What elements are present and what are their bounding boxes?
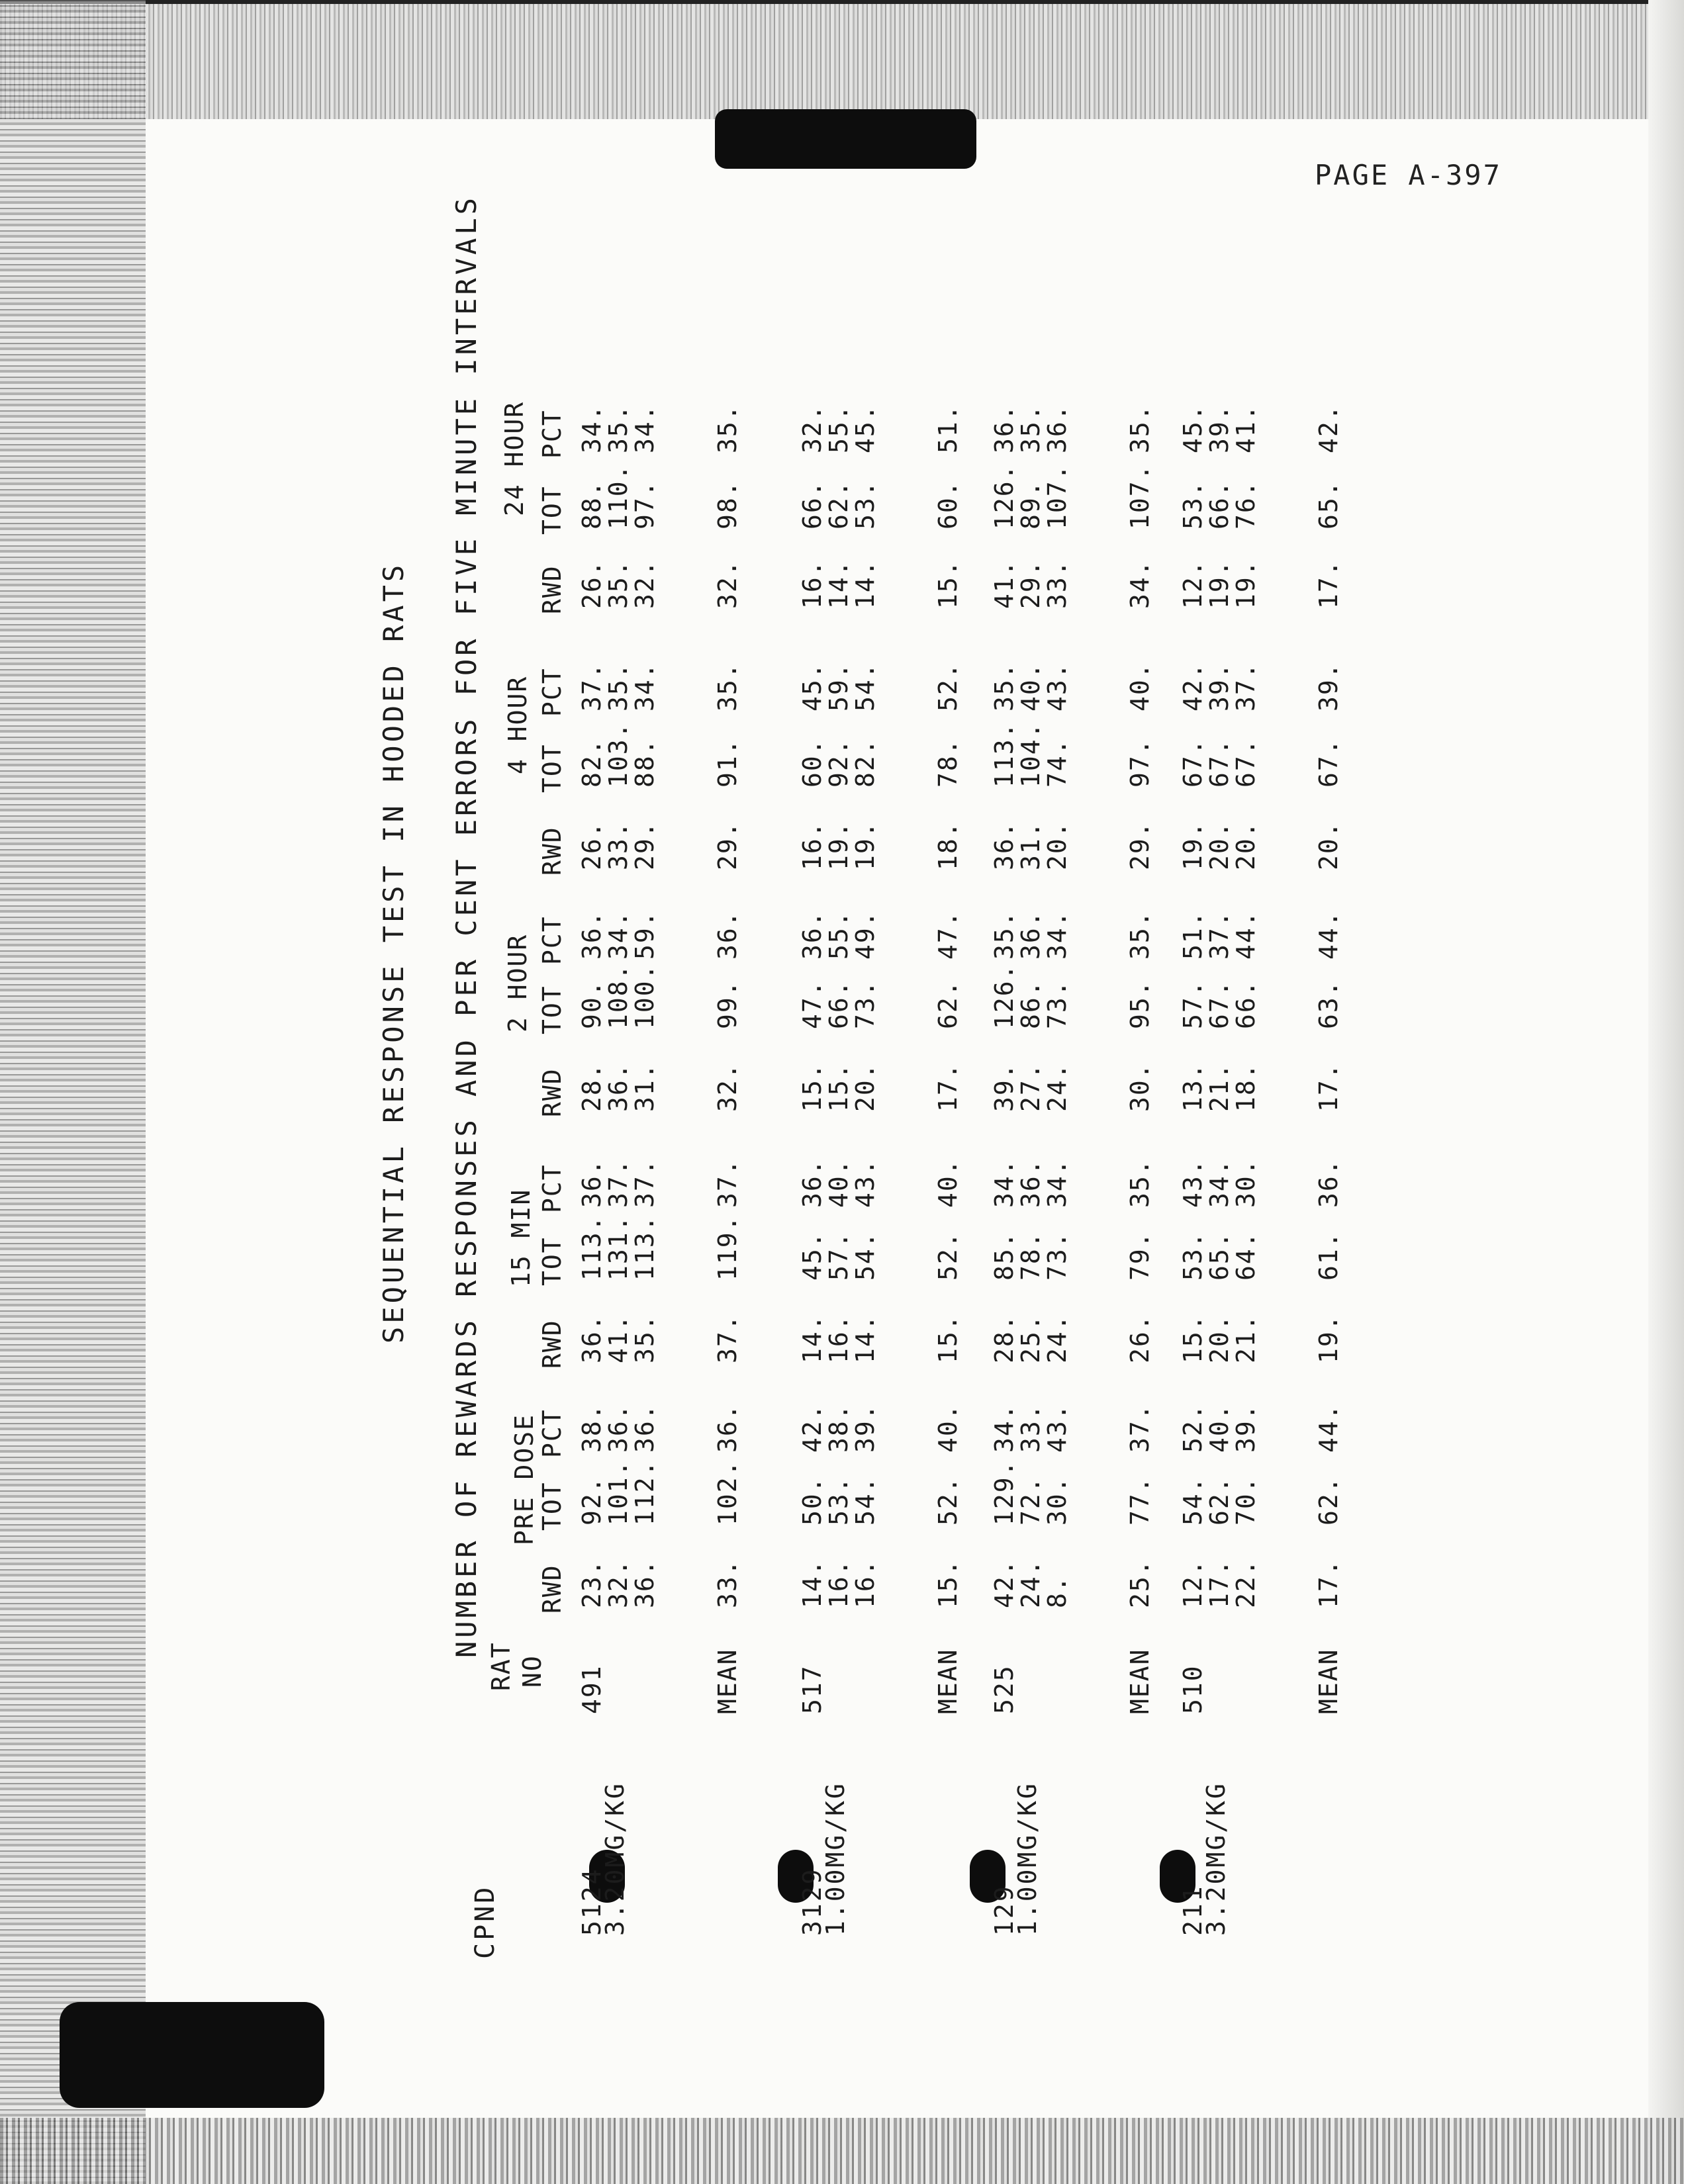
table-cell: 119. [713, 1214, 742, 1281]
table-cell: 36. [990, 404, 1019, 453]
table-cell: 36. [798, 1158, 827, 1208]
table-cell: 17. [1314, 1559, 1343, 1608]
table-cell: 65. [1314, 480, 1343, 529]
table-cell: 35. [1125, 1158, 1154, 1208]
table-cell: 35. [713, 662, 742, 711]
table-cell: 126. [990, 463, 1019, 529]
table-cell: 60. [798, 738, 827, 788]
table-cell: 18. [933, 821, 962, 870]
table-cell: 26. [577, 821, 606, 870]
table-cell: 40. [933, 1158, 962, 1208]
table-cell: 12. [1178, 1559, 1207, 1608]
header-pct: PCT [538, 915, 567, 965]
header-tot: TOT [538, 743, 567, 793]
table-cell: 15. [1178, 1314, 1207, 1363]
table-cell: 54. [1178, 1476, 1207, 1525]
table-cell: 62. [1314, 1476, 1343, 1525]
row-label-mean: MEAN [1125, 1648, 1154, 1714]
header-rat-2: NO [518, 1655, 547, 1688]
table-cell: 44. [1314, 910, 1343, 960]
table-cell: 33. [604, 821, 633, 870]
table-cell: 19. [1205, 559, 1234, 609]
table-cell: 73. [1043, 1231, 1072, 1281]
table-cell: 60. [933, 480, 962, 529]
table-cell: 17. [1314, 559, 1343, 609]
table-cell: 37. [1125, 1403, 1154, 1453]
table-cell: 36. [577, 1158, 606, 1208]
table-cell: 27. [1016, 1062, 1045, 1112]
table-cell: 36. [604, 1403, 633, 1453]
table-cell: 17. [1314, 1062, 1343, 1112]
table-cell: 14. [824, 559, 853, 609]
table-cell: 35. [990, 910, 1019, 960]
table-cell: 43. [851, 1158, 880, 1208]
table-cell: 47. [933, 910, 962, 960]
table-cell: 19. [1314, 1314, 1343, 1363]
table-cell: 90. [577, 979, 606, 1029]
table-cell: 113. [577, 1214, 606, 1281]
table-cell: 13. [1178, 1062, 1207, 1112]
table-cell: 31. [1016, 821, 1045, 870]
header-group-15: 15 MIN [506, 1188, 536, 1287]
table-cell: 78. [933, 738, 962, 788]
table-cell: 36. [1043, 404, 1072, 453]
header-cpnd: CPND [470, 1884, 500, 1959]
table-cell: 36. [990, 821, 1019, 870]
table-cell: 20. [1231, 821, 1260, 870]
table-cell: 34. [577, 404, 606, 453]
table-cell: 20. [851, 1062, 880, 1112]
table-cell: 35. [990, 662, 1019, 711]
table-cell: 35. [630, 1314, 659, 1363]
table-cell: 35. [1125, 404, 1154, 453]
table-cell: 59. [630, 910, 659, 960]
table-cell: 16. [824, 1559, 853, 1608]
table-cell: 67. [1314, 738, 1343, 788]
header-rat-1: RAT [487, 1641, 516, 1691]
table-cell: 107. [1125, 463, 1154, 529]
table-cell: 30. [1043, 1476, 1072, 1525]
header-tot: TOT [538, 1236, 567, 1286]
table-cell: 26. [577, 559, 606, 609]
table-cell: 43. [1043, 662, 1072, 711]
table-cell: 25. [1125, 1559, 1154, 1608]
table-cell: 35. [1016, 404, 1045, 453]
table-cell: 44. [1314, 1403, 1343, 1453]
table-cell: 15. [933, 1314, 962, 1363]
table-cell: 32. [798, 404, 827, 453]
table-cell: 35. [604, 662, 633, 711]
table-cell: 15. [933, 559, 962, 609]
table-cell: 73. [851, 979, 880, 1029]
table-cell: 29. [1125, 821, 1154, 870]
table-cell: 73. [1043, 979, 1072, 1029]
table-cell: 20. [1205, 1314, 1234, 1363]
table-cell: 64. [1231, 1231, 1260, 1281]
table-cell: 53. [1178, 480, 1207, 529]
table-cell: 45. [1178, 404, 1207, 453]
row-label-mean: MEAN [713, 1648, 742, 1714]
header-group-4h: 4 HOUR [503, 675, 532, 774]
table-cell: 8. [1043, 1575, 1072, 1608]
table-cell: 62. [933, 979, 962, 1029]
table-cell: 36. [577, 1314, 606, 1363]
table-cell: 40. [1016, 662, 1045, 711]
table-cell: 34. [604, 910, 633, 960]
table-cell: 42. [798, 1403, 827, 1453]
report-title: SEQUENTIAL RESPONSE TEST IN HOODED RATS [377, 561, 410, 1343]
table-cell: 79. [1125, 1231, 1154, 1281]
table-cell: 39. [1205, 662, 1234, 711]
rat-number: 517 [798, 1664, 827, 1714]
table-cell: 67. [1231, 738, 1260, 788]
table-cell: 92. [577, 1476, 606, 1525]
table-cell: 34. [630, 404, 659, 453]
table-cell: 19. [1231, 559, 1260, 609]
compound-id: 129 [990, 1884, 1019, 1936]
table-cell: 25. [1016, 1314, 1045, 1363]
table-cell: 32. [604, 1559, 633, 1608]
header-rwd: RWD [538, 1564, 567, 1614]
table-cell: 54. [851, 1231, 880, 1281]
compound-dose: 1.00MG/KG [821, 1782, 850, 1936]
table-cell: 52. [933, 1231, 962, 1281]
table-cell: 54. [851, 662, 880, 711]
row-label-mean: MEAN [933, 1648, 962, 1714]
table-cell: 51. [1178, 910, 1207, 960]
rat-number: 525 [990, 1664, 1019, 1714]
table-cell: 39. [1231, 1403, 1260, 1453]
compound-id: 211 [1178, 1884, 1207, 1936]
table-cell: 52. [933, 1476, 962, 1525]
table-cell: 28. [990, 1314, 1019, 1363]
table-cell: 53. [851, 480, 880, 529]
table-cell: 45. [798, 1231, 827, 1281]
table-cell: 41. [604, 1314, 633, 1363]
table-cell: 22. [1231, 1559, 1260, 1608]
table-cell: 29. [713, 821, 742, 870]
header-tot: TOT [538, 485, 567, 535]
table-cell: 62. [1205, 1476, 1234, 1525]
header-pct: PCT [538, 667, 567, 717]
table-cell: 113. [630, 1214, 659, 1281]
table-cell: 57. [1178, 979, 1207, 1029]
table-cell: 30. [1125, 1062, 1154, 1112]
table-cell: 36. [1314, 1158, 1343, 1208]
table-cell: 32. [713, 559, 742, 609]
table-cell: 98. [713, 480, 742, 529]
table-cell: 50. [798, 1476, 827, 1525]
table-cell: 16. [798, 559, 827, 609]
table-cell: 16. [851, 1559, 880, 1608]
table-cell: 39. [1314, 662, 1343, 711]
header-rwd: RWD [538, 1319, 567, 1369]
table-cell: 35. [713, 404, 742, 453]
table-cell: 14. [798, 1314, 827, 1363]
table-cell: 40. [824, 1158, 853, 1208]
table-cell: 66. [798, 480, 827, 529]
table-cell: 91. [713, 738, 742, 788]
header-rwd: RWD [538, 565, 567, 614]
table-cell: 66. [1205, 480, 1234, 529]
table-cell: 88. [630, 738, 659, 788]
table-cell: 20. [1043, 821, 1072, 870]
table-cell: 24. [1016, 1559, 1045, 1608]
table-cell: 82. [577, 738, 606, 788]
table-cell: 32. [713, 1062, 742, 1112]
table-cell: 78. [1016, 1231, 1045, 1281]
table-cell: 24. [1043, 1314, 1072, 1363]
table-cell: 102. [713, 1459, 742, 1525]
table-cell: 29. [1016, 559, 1045, 609]
table-cell: 66. [1231, 979, 1260, 1029]
table-cell: 129. [990, 1459, 1019, 1525]
table-cell: 19. [851, 821, 880, 870]
table-cell: 74. [1043, 738, 1072, 788]
table-cell: 45. [851, 404, 880, 453]
table-cell: 97. [1125, 738, 1154, 788]
table-cell: 33. [1043, 559, 1072, 609]
table-cell: 38. [824, 1403, 853, 1453]
table-cell: 40. [1205, 1403, 1234, 1453]
header-rwd: RWD [538, 1068, 567, 1117]
table-cell: 113. [990, 721, 1019, 788]
table-cell: 14. [851, 559, 880, 609]
table-cell: 37. [630, 1158, 659, 1208]
table-cell: 108. [604, 963, 633, 1029]
table-cell: 34. [1043, 1158, 1072, 1208]
table-cell: 62. [824, 480, 853, 529]
table-cell: 24. [1043, 1062, 1072, 1112]
table-cell: 37. [604, 1158, 633, 1208]
table-cell: 21. [1231, 1314, 1260, 1363]
table-cell: 36. [630, 1403, 659, 1453]
table-cell: 55. [824, 404, 853, 453]
table-cell: 21. [1205, 1062, 1234, 1112]
table-cell: 19. [1178, 821, 1207, 870]
table-cell: 107. [1043, 463, 1072, 529]
table-cell: 34. [990, 1158, 1019, 1208]
table-cell: 36. [798, 910, 827, 960]
table-cell: 36. [630, 1559, 659, 1608]
table-cell: 86. [1016, 979, 1045, 1029]
header-pct: PCT [538, 1163, 567, 1213]
table-cell: 65. [1205, 1231, 1234, 1281]
header-pct: PCT [538, 409, 567, 459]
table-cell: 57. [824, 1231, 853, 1281]
table-cell: 14. [851, 1314, 880, 1363]
table-cell: 45. [798, 662, 827, 711]
table-cell: 38. [577, 1403, 606, 1453]
table-cell: 53. [1178, 1231, 1207, 1281]
table-cell: 17. [1205, 1559, 1234, 1608]
table-cell: 37. [1231, 662, 1260, 711]
table-cell: 26. [1125, 1314, 1154, 1363]
header-tot: TOT [538, 1481, 567, 1531]
table-cell: 19. [824, 821, 853, 870]
table-cell: 36. [713, 910, 742, 960]
table-cell: 61. [1314, 1231, 1343, 1281]
table-cell: 97. [630, 480, 659, 529]
table-cell: 36. [713, 1403, 742, 1453]
table-cell: 15. [798, 1062, 827, 1112]
table-cell: 77. [1125, 1476, 1154, 1525]
table-cell: 44. [1231, 910, 1260, 960]
table-cell: 95. [1125, 979, 1154, 1029]
table-cell: 103. [604, 721, 633, 788]
header-group-2h: 2 HOUR [503, 933, 532, 1032]
table-cell: 42. [990, 1559, 1019, 1608]
table-cell: 110. [604, 463, 633, 529]
header-rwd: RWD [538, 826, 567, 876]
table-cell: 18. [1231, 1062, 1260, 1112]
table-cell: 72. [1016, 1476, 1045, 1525]
table-cell: 42. [1178, 662, 1207, 711]
table-cell: 100. [630, 963, 659, 1029]
compound-dose: 1.00MG/KG [1013, 1782, 1042, 1936]
table-cell: 99. [713, 979, 742, 1029]
table-cell: 89. [1016, 480, 1045, 529]
table-cell: 33. [1016, 1403, 1045, 1453]
table-cell: 52. [1178, 1403, 1207, 1453]
table-cell: 59. [824, 662, 853, 711]
table-cell: 14. [798, 1559, 827, 1608]
table-cell: 37. [713, 1314, 742, 1363]
table-cell: 55. [824, 910, 853, 960]
table-cell: 49. [851, 910, 880, 960]
page-number: PAGE A-397 [1315, 159, 1502, 191]
table-cell: 126. [990, 963, 1019, 1029]
table-cell: 16. [798, 821, 827, 870]
table-cell: 36. [1016, 910, 1045, 960]
table-cell: 54. [851, 1476, 880, 1525]
table-cell: 34. [990, 1403, 1019, 1453]
table-cell: 52. [933, 662, 962, 711]
rat-number: 510 [1178, 1664, 1207, 1714]
table-cell: 15. [933, 1559, 962, 1608]
table-cell: 12. [1178, 559, 1207, 609]
table-cell: 39. [990, 1062, 1019, 1112]
table-cell: 39. [1205, 404, 1234, 453]
table-cell: 88. [577, 480, 606, 529]
table-cell: 47. [798, 979, 827, 1029]
table-cell: 92. [824, 738, 853, 788]
table-cell: 85. [990, 1231, 1019, 1281]
table-cell: 23. [577, 1559, 606, 1608]
table-cell: 67. [1178, 738, 1207, 788]
compound-dose: 3.20MG/KG [1201, 1782, 1231, 1936]
table-cell: 131. [604, 1214, 633, 1281]
table-cell: 36. [577, 910, 606, 960]
table-cell: 82. [851, 738, 880, 788]
table-cell: 66. [824, 979, 853, 1029]
table-cell: 37. [713, 1158, 742, 1208]
header-group-24h: 24 HOUR [500, 400, 529, 516]
compound-dose: 3.20MG/KG [600, 1782, 630, 1936]
header-pct: PCT [538, 1408, 567, 1458]
table-cell: 30. [1231, 1158, 1260, 1208]
table-cell: 34. [630, 662, 659, 711]
table-cell: 35. [604, 404, 633, 453]
table-cell: 53. [824, 1476, 853, 1525]
table-cell: 41. [990, 559, 1019, 609]
table-cell: 35. [604, 559, 633, 609]
table-cell: 41. [1231, 404, 1260, 453]
table-cell: 37. [1205, 910, 1234, 960]
table-cell: 31. [630, 1062, 659, 1112]
table-cell: 76. [1231, 480, 1260, 529]
table-cell: 33. [713, 1559, 742, 1608]
table-cell: 20. [1205, 821, 1234, 870]
table-cell: 16. [824, 1314, 853, 1363]
table-cell: 36. [604, 1062, 633, 1112]
rat-number: 491 [577, 1664, 606, 1714]
compound-id: 3129 [798, 1867, 827, 1936]
table-cell: 67. [1205, 979, 1234, 1029]
table-cell: 43. [1178, 1158, 1207, 1208]
table-cell: 51. [933, 404, 962, 453]
table-cell: 28. [577, 1062, 606, 1112]
table-cell: 43. [1043, 1403, 1072, 1453]
table-cell: 104. [1016, 721, 1045, 788]
table-cell: 42. [1314, 404, 1343, 453]
table-cell: 34. [1043, 910, 1072, 960]
report-subtitle: NUMBER OF REWARDS RESPONSES AND PER CENT ERRORS FOR FIVE MINUTE INTERVALS [450, 195, 483, 1658]
table-cell: 15. [824, 1062, 853, 1112]
header-tot: TOT [538, 985, 567, 1034]
table-cell: 40. [1125, 662, 1154, 711]
row-label-mean: MEAN [1314, 1648, 1343, 1714]
table-cell: 36. [1016, 1158, 1045, 1208]
table-cell: 37. [577, 662, 606, 711]
compound-id: 5124 [577, 1867, 606, 1936]
table-cell: 101. [604, 1459, 633, 1525]
table-cell: 32. [630, 559, 659, 609]
table-cell: 112. [630, 1459, 659, 1525]
table-cell: 20. [1314, 821, 1343, 870]
header-group-pre: PRE DOSE [510, 1413, 539, 1545]
table-cell: 70. [1231, 1476, 1260, 1525]
table-cell: 63. [1314, 979, 1343, 1029]
table-cell: 34. [1205, 1158, 1234, 1208]
table-cell: 67. [1205, 738, 1234, 788]
table-cell: 17. [933, 1062, 962, 1112]
table-cell: 35. [1125, 910, 1154, 960]
table-cell: 39. [851, 1403, 880, 1453]
table-cell: 29. [630, 821, 659, 870]
table-cell: 40. [933, 1403, 962, 1453]
table-cell: 34. [1125, 559, 1154, 609]
